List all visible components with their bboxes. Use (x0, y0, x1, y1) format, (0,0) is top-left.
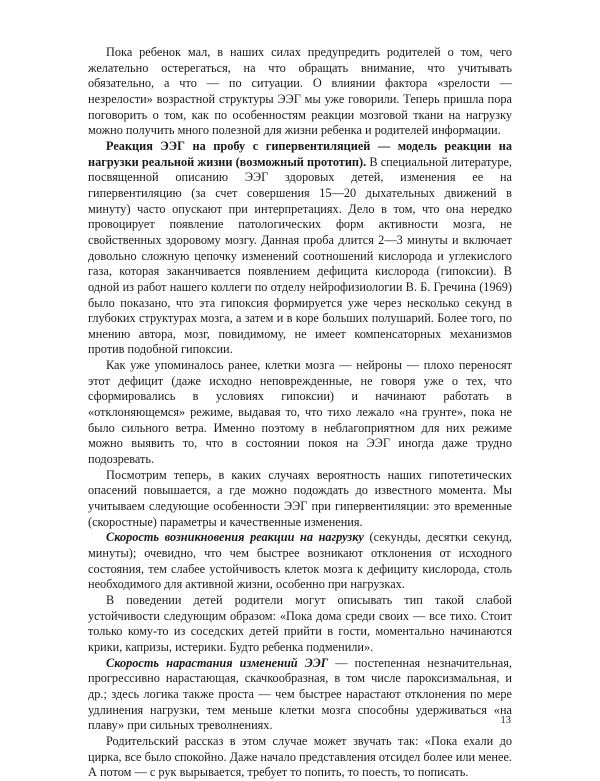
paragraph-hyperventilation (88, 139, 512, 358)
paragraph-text: Пока ребенок мал, в наших силах предупредить родителей о том, чего желательно остерегаться, на что обращать внимание, что учитывать обязательно, а что — по ситуации. О влиянии фактора «зрелости — незрелости» возрастной структуры ЭЭГ мы уже говорили. Теперь пришла пора поговорить о том, как по особенностям реакции мозговой ткани на нагрузку можно получить много полезной для жизни ребенка и родителей информации. (88, 45, 512, 138)
paragraph-text: В специальной литературе, посвященной описанию ЭЭГ здоровых детей, изменения ее на гипервентиляцию (за счет совершения 15—20 дыхательных движений в минуту) часто опускают при интерпретациях. Дело в том, что она нередко провоцирует появление патологических форм активности мозга, не свойственных здоровому мозгу. Данная проба длится 2—3 минуты и включает довольно сложную цепочку изменений соотношений кислорода и углекислого газа, которая заканчивается появлением дефицита кислорода (гипоксии). В одной из работ нашего коллеги по отделу нейрофизиологии В. Б. Гречина (1969) было показано, что эта гипоксия формируется уже через несколько секунд в глубоких структурах мозга, а затем и в коре больших полушарий. Более того, по мнению автора, мозг, повидимому, не имеет компенсаторных механизмов против подобной гипоксии. (88, 154, 512, 357)
paragraph-text: Посмотрим теперь, в каких случаях вероятность наших гипотетических опасений повышается, а где можно подождать до известного момента. Мы учитываем следующие особенности ЭЭГ при гипервентиляции: это временные (скоростные) параметры и качественные изменения. (88, 467, 512, 529)
term-reaction-speed: Скорость возникновения реакции на нагрузку (106, 530, 364, 545)
paragraph-parent-story (88, 734, 512, 781)
paragraph-intro (88, 45, 512, 139)
paragraph-text: В поведении детей родители могут описывать тип такой слабой устойчивости следующим образом: «Пока дома среди своих — все тихо. Стоит только кому-то из соседских детей прийти в гости, моментально начинаются крики, капризы, истерики. Будто ребенка подменили». (88, 592, 512, 654)
page-number: 13 (500, 715, 511, 726)
paragraph-reaction-speed (88, 530, 512, 593)
paragraph-neurons (88, 358, 512, 468)
paragraph-text: (секунды, десятки секунд, минуты); очевидно, что чем быстрее возникают отклонения от исходного состояния, тем слабее устойчивость клеток мозга к дефициту кислорода, столь необходимого для активной жизни, особенно при нагрузках. (88, 530, 512, 592)
term-growth-speed: Скорость нарастания изменений ЭЭГ (106, 655, 329, 670)
paragraph-text: — постепенная незначительная, прогрессивно нарастающая, скачкообразная, в том числе пароксизмальная, и др.; здесь логика также проста — чем быстрее нарастают отклонения по мере удлинения нагрузки, тем меньше клетки мозга способны удерживаться «на плаву» при сильных треволнениях. (88, 655, 512, 733)
paragraph-text: Как уже упоминалось ранее, клетки мозга — нейроны — плохо переносят этот дефицит (даже исходно неповрежденные, не говоря уже о тех, что сформировались в условиях гипоксии) и начинают работать в «отклоняющемся» режиме, выдавая то, что тихо лежало «на грунте», пока не было сильного ветра. Именно поэтому в неблагоприятном для них режиме можно выявить то, что в состоянии покоя на ЭЭГ иногда даже трудно подозревать. (88, 358, 512, 467)
paragraph-parameters (88, 468, 512, 531)
paragraph-behavior (88, 593, 512, 656)
body-text (88, 45, 512, 781)
section-heading-hyperventilation: Реакция ЭЭГ на пробу с гипервентиляцией — модель реакции на нагрузки реальной жизни (возможный прототип). (88, 138, 512, 169)
paragraph-text: Родительский рассказ в этом случае может звучать так: «Пока ехали до цирка, все было спокойно. Даже начало представления отсидел более или менее. А потом — с рук вырывается, требует то попить, то поесть, то пописать. (88, 733, 512, 780)
paragraph-growth-speed (88, 656, 512, 734)
